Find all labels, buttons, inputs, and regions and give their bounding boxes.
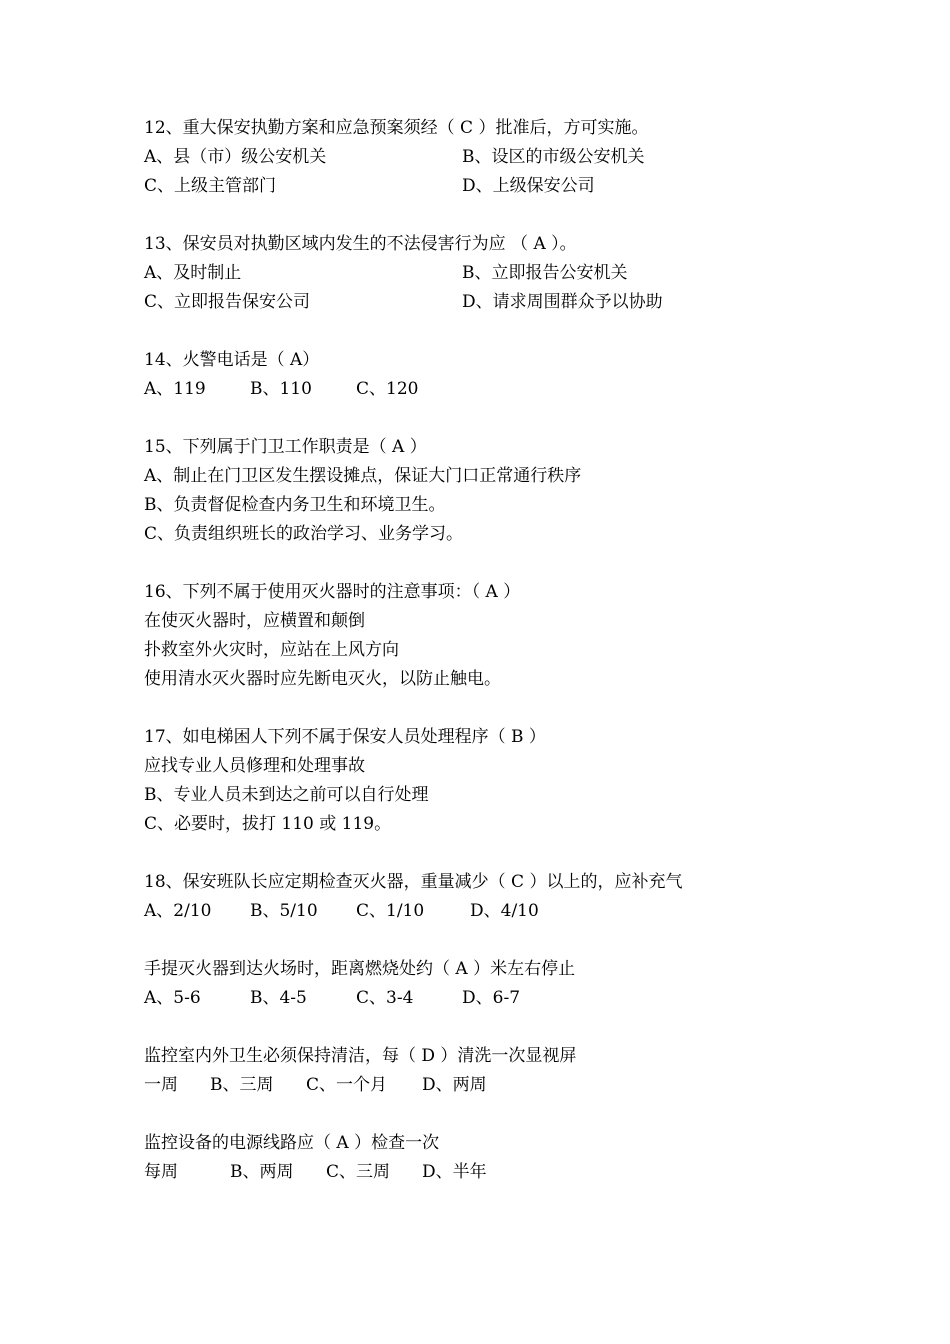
question-stem: 监控设备的电源线路应（ A ）检查一次 xyxy=(144,1133,440,1153)
option-a: A、5-6 xyxy=(144,988,201,1008)
option-line: 应找专业人员修理和处理事故 xyxy=(144,756,365,776)
option-c: C、三周 xyxy=(326,1162,391,1182)
question-13 xyxy=(144,230,844,317)
option-d: D、6-7 xyxy=(462,988,521,1008)
option-d: D、上级保安公司 xyxy=(462,176,595,196)
option-b: B、5/10 xyxy=(250,901,318,921)
question-stem: 手提灭火器到达火场时，距离燃烧处约（ A ）米左右停止 xyxy=(144,959,576,979)
question-16 xyxy=(144,578,844,694)
document-page xyxy=(144,114,844,1216)
question-15 xyxy=(144,433,844,549)
option-b: B、两周 xyxy=(230,1162,294,1182)
option-row xyxy=(144,375,844,404)
option-b: B、三周 xyxy=(210,1075,274,1095)
option-row xyxy=(144,1158,844,1187)
option-row xyxy=(144,897,844,926)
option-b: B、设区的市级公安机关 xyxy=(462,147,645,167)
question-stem: 17、如电梯困人下列不属于保安人员处理程序（ B ） xyxy=(144,727,546,747)
question-12 xyxy=(144,114,844,201)
question-monitor-cleaning xyxy=(144,1042,844,1100)
question-stem: 18、保安班队长应定期检查灭火器，重量减少（ C ）以上的，应补充气 xyxy=(144,872,683,892)
option-a: A、县（市）级公安机关 xyxy=(144,147,327,167)
option-a: A、及时制止 xyxy=(144,263,242,283)
option-row xyxy=(144,984,844,1013)
option-d: D、两周 xyxy=(422,1075,487,1095)
option-line: 使用清水灭火器时应先断电灭火，以防止触电。 xyxy=(144,669,501,689)
option-b: B、立即报告公安机关 xyxy=(462,263,628,283)
option-c: C、立即报告保安公司 xyxy=(144,292,311,312)
question-18 xyxy=(144,868,844,926)
option-row xyxy=(144,1071,844,1100)
option-a: A、119 xyxy=(144,379,206,399)
option-line: 扑救室外火灾时，应站在上风方向 xyxy=(144,640,399,660)
option-a: 一周 xyxy=(144,1075,178,1095)
option-c: C、3-4 xyxy=(356,988,414,1008)
option-row xyxy=(144,143,844,172)
option-line: 在使灭火器时，应横置和颠倒 xyxy=(144,611,365,631)
option-b: B、110 xyxy=(250,379,312,399)
option-b: B、4-5 xyxy=(250,988,307,1008)
option-c: C、一个月 xyxy=(306,1075,388,1095)
option-row xyxy=(144,288,844,317)
option-d: D、请求周围群众予以协助 xyxy=(462,292,663,312)
question-extinguisher-distance xyxy=(144,955,844,1013)
question-stem: 15、下列属于门卫工作职责是（ A ） xyxy=(144,437,427,457)
option-line: C、负责组织班长的政治学习、业务学习。 xyxy=(144,524,464,544)
question-power-line-check xyxy=(144,1129,844,1187)
question-stem: 14、火警电话是（ A） xyxy=(144,350,320,370)
option-line: A、制止在门卫区发生摆设摊点，保证大门口正常通行秩序 xyxy=(144,466,582,486)
option-c: C、上级主管部门 xyxy=(144,176,277,196)
option-a: 每周 xyxy=(144,1162,178,1182)
option-line: B、负责督促检查内务卫生和环境卫生。 xyxy=(144,495,446,515)
option-row xyxy=(144,259,844,288)
option-line: C、必要时，拔打 110 或 119。 xyxy=(144,814,392,834)
option-a: A、2/10 xyxy=(144,901,212,921)
question-stem: 12、重大保安执勤方案和应急预案须经（ C ）批准后，方可实施。 xyxy=(144,118,649,138)
question-stem: 13、保安员对执勤区域内发生的不法侵害行为应 （ A ）。 xyxy=(144,234,577,254)
option-d: D、半年 xyxy=(422,1162,487,1182)
option-row xyxy=(144,172,844,201)
option-c: C、1/10 xyxy=(356,901,425,921)
option-c: C、120 xyxy=(356,379,419,399)
question-17 xyxy=(144,723,844,839)
question-14 xyxy=(144,346,844,404)
option-line: B、专业人员未到达之前可以自行处理 xyxy=(144,785,429,805)
option-d: D、4/10 xyxy=(470,901,539,921)
question-stem: 监控室内外卫生必须保持清洁，每（ D ）清洗一次显视屏 xyxy=(144,1046,577,1066)
question-stem: 16、下列不属于使用灭火器时的注意事项：（ A ） xyxy=(144,582,521,602)
